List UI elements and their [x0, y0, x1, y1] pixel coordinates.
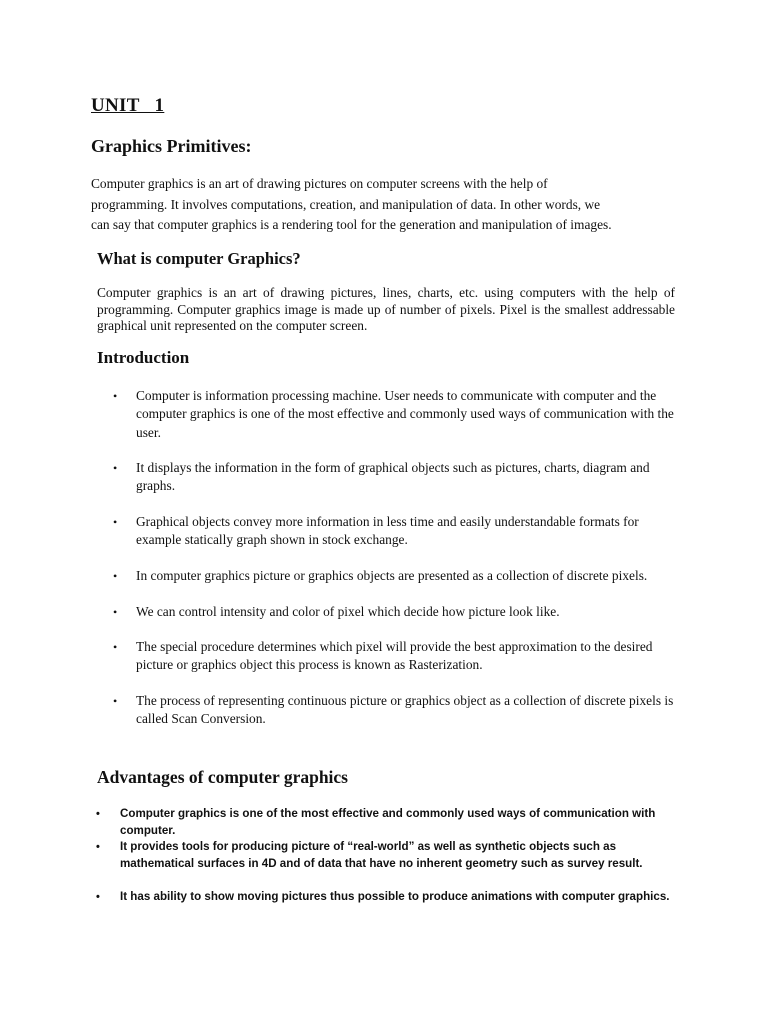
list-item [0, 889, 680, 906]
paragraph-line: can say that computer graphics is a rendering tool for the generation and manipulation of images. [91, 217, 612, 232]
what-is-computer-graphics-paragraph: Computer graphics is an art of drawing pictures, lines, charts, etc. using computers with the help of programming. Computer graphics image is made up of number of pixels. Pixel is the smallest addressable graphical unit represented on the computer screen. [97, 285, 675, 333]
bullet-icon: • [113, 694, 118, 709]
list-item [0, 638, 681, 675]
list-item-text: It has ability to show moving pictures thus possible to produce animations with computer graphics. [120, 890, 670, 904]
list-item-text: The special procedure determines which pixel will provide the best approximation to the desired picture or graphics object this process is known as Rasterization. [136, 639, 653, 673]
unit-title: UNIT 1 [91, 95, 165, 116]
list-item [0, 459, 681, 496]
list-item [0, 567, 681, 585]
bullet-icon: • [96, 841, 100, 854]
introduction-heading: Introduction [97, 348, 190, 367]
bullet-icon: • [96, 808, 100, 820]
list-item-text: Computer graphics is one of the most effective and commonly used ways of communication with computer. [120, 807, 656, 837]
list-item-text: We can control intensity and color of pixel which decide how picture look like. [136, 603, 560, 619]
bullet-icon: • [113, 515, 118, 530]
list-item [0, 806, 680, 839]
introduction-list [0, 387, 768, 746]
bullet-icon: • [113, 568, 118, 583]
paragraph-line: Computer graphics is an art of drawing pictures on computer screens with the help of [91, 176, 548, 191]
bullet-icon: • [113, 640, 118, 655]
list-item [0, 513, 681, 550]
paragraph-line: programming. It involves computations, creation, and manipulation of data. In other words, we [91, 196, 601, 212]
graphics-primitives-heading: Graphics Primitives: [91, 136, 252, 156]
list-item [0, 603, 681, 621]
bullet-icon: • [113, 389, 118, 403]
list-item-text: It provides tools for producing picture of “real-world” as well as synthetic objects such as mathematical surfaces in 4D and of data that have no inherent geometry such as survey result. [120, 840, 643, 870]
list-item-text: The process of representing continuous picture or graphics object as a collection of discrete pixels is called Scan Conversion. [136, 693, 674, 727]
list-item [0, 692, 681, 729]
list-item-text: It displays the information in the form of graphical objects such as pictures, charts, diagram and graphs. [136, 460, 650, 494]
what-is-computer-graphics-heading: What is computer Graphics? [97, 249, 301, 268]
list-item [0, 387, 681, 442]
graphics-primitives-paragraph [91, 174, 681, 236]
bullet-icon: • [113, 461, 118, 476]
advantages-heading: Advantages of computer graphics [97, 767, 348, 787]
list-item [0, 839, 680, 872]
bullet-icon: • [96, 891, 100, 904]
list-item-text: Graphical objects convey more information in less time and easily understandable formats for example statically graph shown in stock exchange. [136, 514, 639, 548]
advantages-list [0, 806, 768, 906]
list-item-text: Computer is information processing machine. User needs to communicate with computer and the computer graphics is one of the most effective and commonly used ways of communication with the user. [136, 388, 674, 440]
bullet-icon: • [113, 604, 118, 619]
list-item-text: In computer graphics picture or graphics objects are presented as a collection of discrete pixels. [136, 567, 648, 583]
